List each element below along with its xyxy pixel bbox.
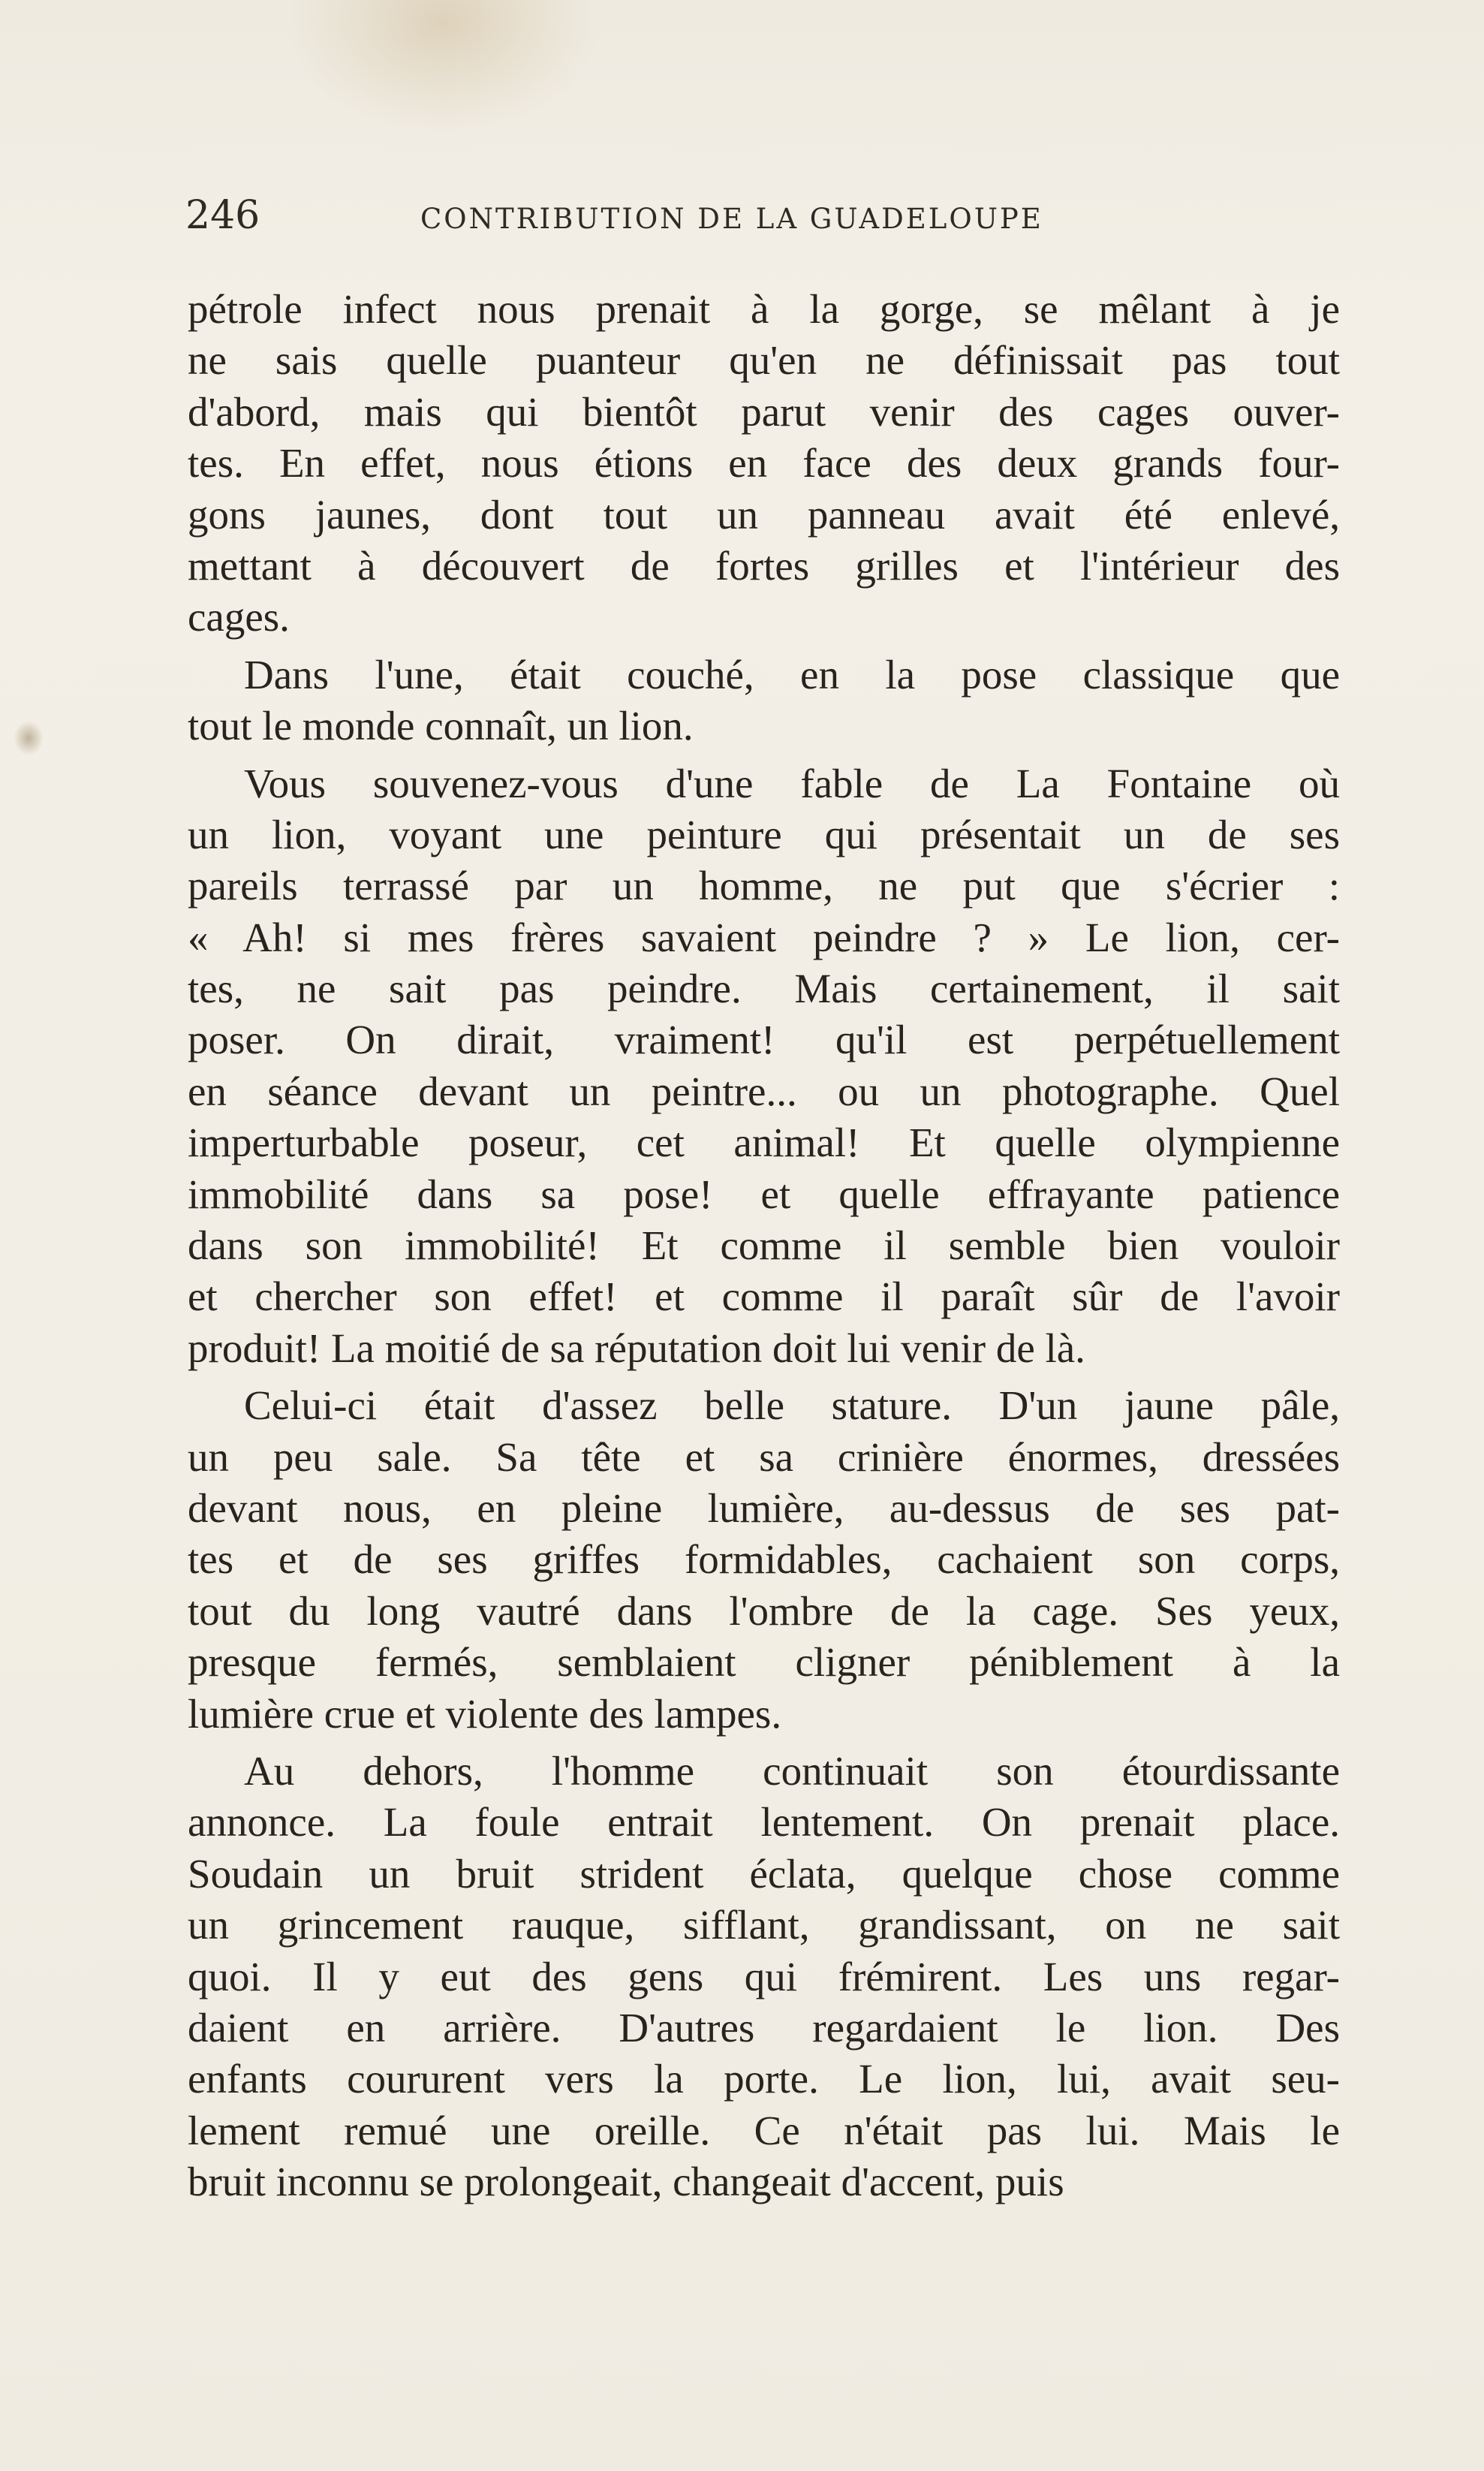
text-line: pareils terrassé par un homme, ne put que s'écrier : [188,863,1340,909]
text-line: et chercher son effet! et comme il paraît sûr de l'avoir [188,1273,1340,1320]
paragraph [188,649,1340,752]
text-line: poser. On dirait, vraiment! qu'il est perpétuellement [188,1017,1340,1063]
text-line: gons jaunes, dont tout un panneau avait été enlevé, [188,491,1340,538]
paragraph [188,1746,1340,2208]
text-line: devant nous, en pleine lumière, au-dessus de ses pat- [188,1484,1340,1531]
paper-stain [285,0,601,135]
text-line: tes. En effet, nous étions en face des deux grands four- [188,440,1340,487]
paragraph [188,284,1340,643]
text-line: d'abord, mais qui bientôt parut venir des cages ouver- [188,388,1340,435]
paragraph [188,1380,1340,1740]
body-text [188,284,1340,2207]
text-line: imperturbable poseur, cet animal! Et quelle olympienne [188,1119,1340,1166]
paragraph [188,758,1340,1375]
text-line: Soudain un bruit strident éclata, quelque chose comme [188,1850,1340,1897]
text-line: Vous souvenez-vous d'une fable de La Fontaine où [244,760,1340,806]
text-line: lumière crue et violente des lampes. [188,1690,782,1737]
text-line: mettant à découvert de fortes grilles et l'intérieur des [188,542,1340,589]
page-number: 246 [185,193,260,238]
text-line: immobilité dans sa pose! et quelle effrayante patience [188,1171,1340,1217]
text-line: quoi. Il y eut des gens qui frémirent. Les uns regar- [188,1953,1340,1999]
text-line: ne sais quelle puanteur qu'en ne définissait pas tout [188,337,1340,384]
paper-spot [14,721,44,755]
text-line: pétrole infect nous prenait à la gorge, se mêlant à je [188,286,1340,332]
text-line: un peu sale. Sa tête et sa crinière énormes, dressées [188,1433,1340,1480]
text-line: tout le monde connaît, un lion. [188,703,694,749]
text-line: tout du long vautré dans l'ombre de la cage. Ses yeux, [188,1587,1340,1634]
text-line: Celui-ci était d'assez belle stature. D'un jaune pâle, [244,1382,1340,1429]
text-line: presque fermés, semblaient cligner péniblement à la [188,1639,1340,1686]
paragraph-gap [188,1740,1340,1746]
text-line: Dans l'une, était couché, en la pose classique que [244,651,1340,698]
running-head [185,188,1101,248]
text-line: produit! La moitié de sa réputation doit lui venir de là. [188,1324,1085,1371]
text-line: lement remué une oreille. Ce n'était pas lui. Mais le [188,2107,1340,2153]
running-title: CONTRIBUTION DE LA GUADELOUPE [420,203,1043,235]
text-line: annonce. La foule entrait lentement. On prenait place. [188,1799,1340,1846]
paragraph-gap [188,643,1340,649]
text-line: bruit inconnu se prolongeait, changeait d'accent, puis [188,2159,1064,2205]
paragraph-gap [188,752,1340,758]
text-line: un lion, voyant une peinture qui présentait un de ses [188,811,1340,857]
text-line: daient en arrière. D'autres regardaient le lion. Des [188,2004,1340,2051]
text-line: dans son immobilité! Et comme il semble bien vouloir [188,1222,1340,1269]
text-line: tes et de ses griffes formidables, cachaient son corps, [188,1536,1340,1583]
paragraph-gap [188,1374,1340,1380]
text-line: enfants coururent vers la porte. Le lion, lui, avait seu- [188,2056,1340,2102]
text-line: tes, ne sait pas peindre. Mais certainement, il sait [188,966,1340,1012]
text-line: Au dehors, l'homme continuait son étourdissante [244,1747,1340,1794]
text-line: un grincement rauque, sifflant, grandissant, on ne sait [188,1902,1340,1948]
text-line: cages. [188,594,290,640]
text-line: en séance devant un peintre... ou un photographe. Quel [188,1068,1340,1114]
text-line: « Ah! si mes frères savaient peindre ? » Le lion, cer- [188,914,1340,960]
